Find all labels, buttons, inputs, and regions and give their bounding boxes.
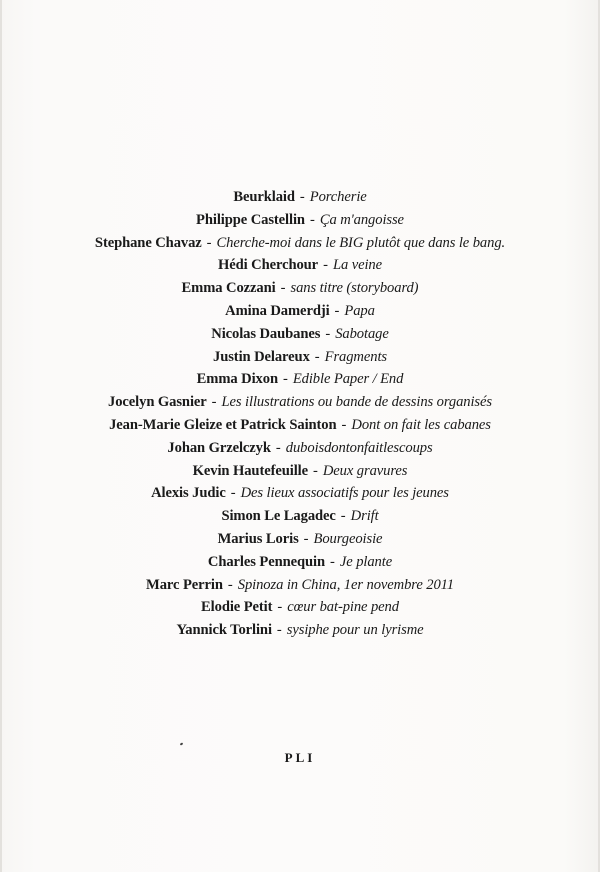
entry-separator: - xyxy=(330,553,335,570)
entry-separator: - xyxy=(323,257,328,274)
entry-separator: - xyxy=(282,371,288,388)
contributor-author: Philippe Castellin xyxy=(196,211,305,228)
contribution-title: Papa xyxy=(344,302,375,319)
contribution-title: Bourgeoisie xyxy=(313,530,383,547)
entry-separator: - xyxy=(299,189,305,205)
contribution-title: Ça m'angoisse xyxy=(319,211,404,228)
contributor-entry xyxy=(0,437,600,460)
contributors-list xyxy=(0,186,600,642)
contribution-title: La veine xyxy=(332,257,382,274)
contributor-entry xyxy=(0,482,600,505)
contribution-title: Spinoza in China, 1er novembre 2011 xyxy=(237,576,454,593)
contributor-author: Jocelyn Gasnier xyxy=(108,394,207,411)
contributor-author: Kevin Hautefeuille xyxy=(192,462,308,479)
contributor-author: Nicolas Daubanes xyxy=(211,325,321,342)
entry-separator: - xyxy=(276,622,282,639)
contributor-entry xyxy=(0,505,600,528)
entry-separator: - xyxy=(341,416,347,433)
entry-separator: - xyxy=(277,599,283,616)
contribution-title: Des lieux associatifs pour les jeunes xyxy=(240,485,449,502)
contributor-entry xyxy=(0,368,600,391)
contributor-author: Marius Loris xyxy=(217,530,299,547)
contribution-title: sysiphe pour un lyrisme xyxy=(286,622,424,639)
contribution-title: Cherche-moi dans le BIG plutôt que dans le bang. xyxy=(216,234,506,251)
contributor-entry xyxy=(0,391,600,414)
contribution-title: Deux gravures xyxy=(322,462,408,479)
entry-separator: - xyxy=(280,280,286,297)
contribution-title: Je plante xyxy=(339,553,393,570)
contribution-title: Fragments xyxy=(324,348,387,365)
contributor-entry xyxy=(0,596,600,619)
entry-separator: - xyxy=(334,302,340,319)
contributor-author: Amina Damerdji xyxy=(225,302,330,319)
contribution-title: cœur bat-pine pend xyxy=(287,599,399,616)
entry-separator: - xyxy=(275,439,281,456)
contributor-author: Justin Delareux xyxy=(213,348,310,365)
contribution-title: Edible Paper / End xyxy=(292,371,404,388)
contributor-entry xyxy=(0,323,600,346)
entry-separator: - xyxy=(211,394,217,411)
entry-separator: - xyxy=(314,348,320,365)
contributor-author: Beurklaid xyxy=(233,189,295,205)
contributor-entry xyxy=(0,528,600,551)
contribution-title: Les illustrations ou bande de dessins organisés xyxy=(221,394,492,411)
contributor-author: Johan Grzelczyk xyxy=(167,439,271,456)
entry-separator: - xyxy=(325,325,331,342)
contributor-author: Yannick Torlini xyxy=(176,622,272,639)
contributor-entry xyxy=(0,186,600,209)
publisher-mark: PLI xyxy=(284,750,316,765)
contributor-entry xyxy=(0,460,600,483)
contributor-author: Alexis Judic xyxy=(151,485,226,502)
contributor-entry xyxy=(0,300,600,323)
contributor-entry xyxy=(0,574,600,597)
entry-separator: - xyxy=(309,211,315,228)
entry-separator: - xyxy=(230,485,236,502)
contributor-author: Emma Dixon xyxy=(196,371,278,388)
entry-separator: - xyxy=(312,462,318,479)
contributor-entry xyxy=(0,619,600,642)
contributor-author: Charles Pennequin xyxy=(207,553,326,570)
contributor-author: Hédi Cherchour xyxy=(217,257,319,274)
contributor-entry xyxy=(0,254,600,277)
contributor-author: Jean-Marie Gleize et Patrick Sainton xyxy=(109,416,337,433)
contributor-entry xyxy=(0,551,600,574)
entry-separator: - xyxy=(303,530,309,547)
contributor-entry xyxy=(0,414,600,437)
contributor-entry xyxy=(0,277,600,300)
contribution-title: duboisdontonfaitlescoups xyxy=(285,439,433,456)
contributor-entry xyxy=(0,232,600,255)
contributor-author: Stephane Chavaz xyxy=(94,234,202,251)
contribution-title: Drift xyxy=(350,508,379,525)
contribution-title: Dont on fait les cabanes xyxy=(351,416,491,433)
contributor-author: Emma Cozzani xyxy=(181,280,276,297)
contributor-entry xyxy=(0,346,600,369)
contributor-entry xyxy=(0,209,600,232)
ink-speck xyxy=(180,742,184,745)
contributor-author: Elodie Petit xyxy=(201,599,273,616)
entry-separator: - xyxy=(227,576,233,593)
entry-separator: - xyxy=(340,508,346,525)
contribution-title: Sabotage xyxy=(335,325,389,342)
entry-separator: - xyxy=(206,234,212,251)
contributor-author: Marc Perrin xyxy=(146,576,223,593)
contribution-title: Porcherie xyxy=(309,189,367,205)
contribution-title: sans titre (storyboard) xyxy=(290,280,419,297)
contributor-author: Simon Le Lagadec xyxy=(221,508,336,525)
